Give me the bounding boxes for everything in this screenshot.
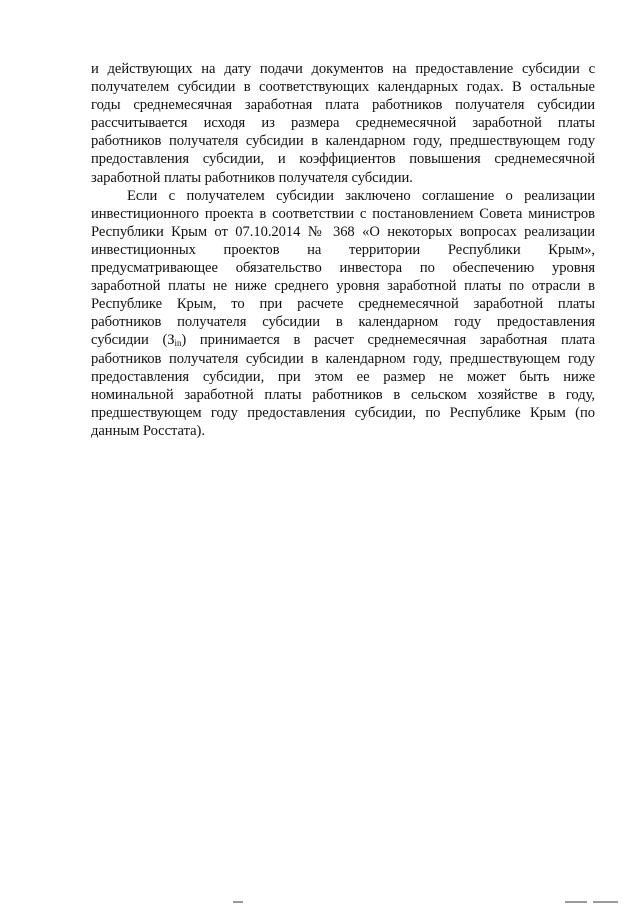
text-line: работников получателя субсидии в календарном году, предшествующем году — [91, 133, 595, 150]
text-line: и действующих на дату подачи документов на предоставление субсидии с — [91, 61, 595, 77]
text-line: предоставления субсидии, и коэффициентов повышения среднемесячной — [91, 151, 595, 168]
formula-text-before: субсидии (З — [91, 332, 175, 349]
text-line: предусматривающее обязательство инвестора по обеспечению уровня — [91, 260, 595, 277]
text-line: Республики Крым от 07.10.2014 № 368 «О некоторых вопросах реализации — [91, 223, 595, 240]
paragraph-1 — [91, 60, 595, 187]
formula-subscript: in — [174, 338, 182, 349]
text-line: предшествующем году предоставления субсидии, по Республике Крым (по — [91, 404, 595, 421]
text-line: годы среднемесячная заработная плата работников получателя субсидии — [91, 97, 595, 114]
text-line: предоставления субсидии, при этом ее размер не может быть ниже — [91, 368, 595, 385]
text-line: инвестиционного проекта в соответствии с постановлением Совета министров — [91, 205, 595, 222]
document-body — [91, 60, 595, 440]
text-line: данным Росстата). — [91, 422, 205, 439]
text-line: рассчитывается исходя из размера среднемесячной заработной платы — [91, 115, 595, 132]
scan-artifact — [565, 901, 587, 903]
formula-text-after: ) принимается в расчет среднемесячная заработная плата — [181, 332, 595, 349]
paragraph-2 — [91, 187, 595, 440]
text-line: работников получателя субсидии в календарном году, предшествующем году — [91, 350, 595, 367]
text-line: заработной платы работников получателя субсидии. — [91, 169, 413, 186]
text-line: Республике Крым, то при расчете среднемесячной заработной платы — [91, 296, 595, 313]
scan-artifact — [233, 901, 243, 903]
text-line: заработной платы не ниже среднего уровня заработной платы по отрасли в — [91, 278, 595, 295]
formula-line — [91, 331, 595, 349]
text-line: получателем субсидии в соответствующих календарных годах. В остальные — [91, 79, 595, 96]
text-line: инвестиционных проектов на территории Республики Крым», — [91, 241, 595, 258]
text-line: работников получателя субсидии в календарном году предоставления — [91, 314, 595, 331]
text-line: номинальной заработной платы работников в сельском хозяйстве в году, — [91, 386, 595, 403]
text-line: Если с получателем субсидии заключено соглашение о реализации — [127, 187, 595, 204]
scan-artifact — [593, 901, 618, 903]
